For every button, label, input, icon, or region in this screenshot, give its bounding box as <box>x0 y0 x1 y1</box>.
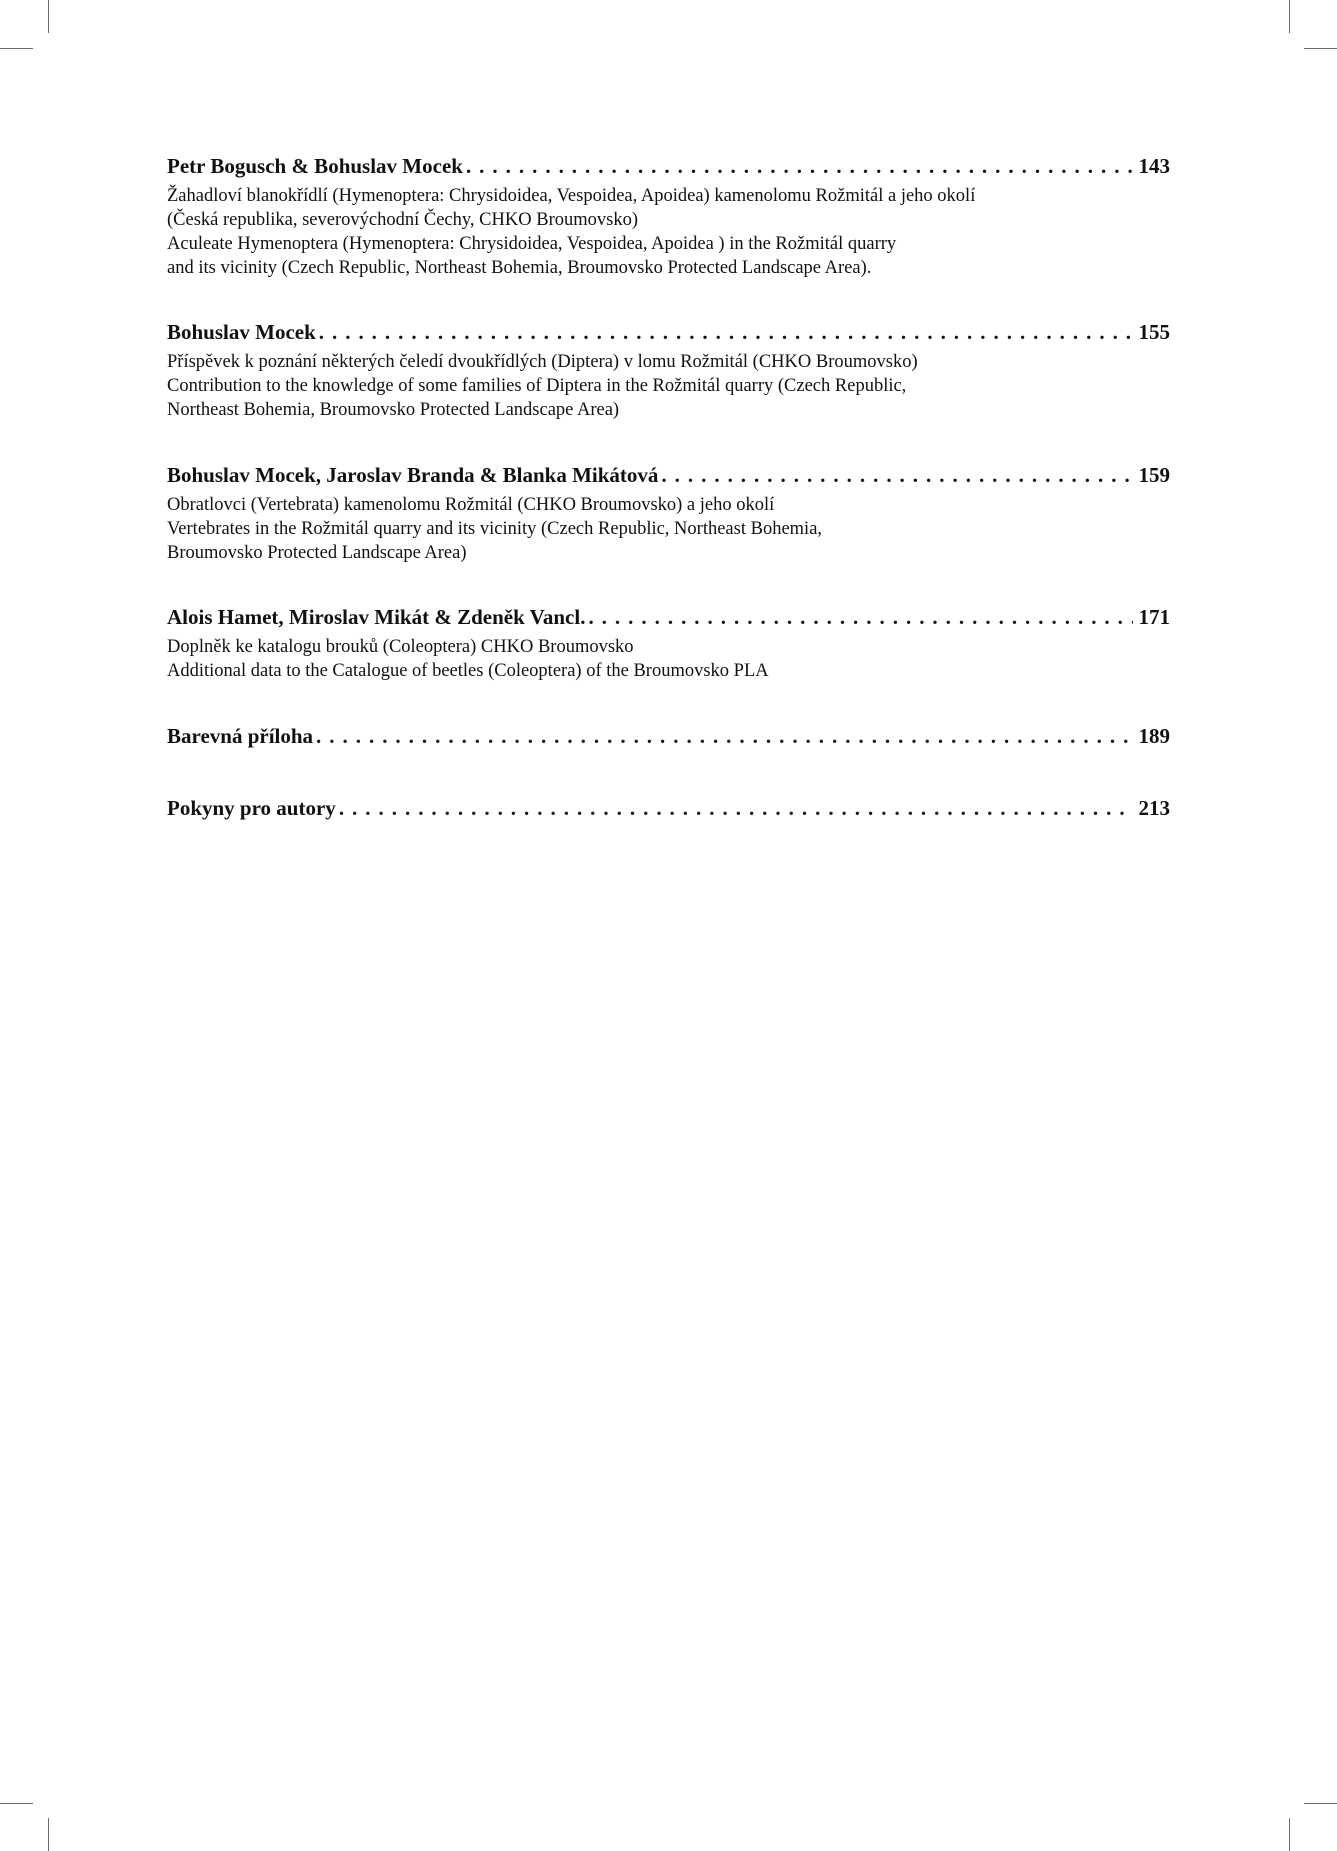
crop-mark-top-left-horizontal <box>0 48 33 49</box>
dot-leader <box>588 605 1132 629</box>
toc-entry-titles <box>167 184 1170 280</box>
toc-entry-authors: Alois Hamet, Miroslav Mikát & Zdeněk Vancl. <box>167 605 586 629</box>
toc-entry-page-number: 155 <box>1138 320 1170 344</box>
dot-leader <box>339 796 1133 820</box>
toc-entry-heading <box>167 154 1170 178</box>
toc-entry-page-number: 189 <box>1138 724 1170 748</box>
toc-entry <box>167 724 1170 748</box>
crop-mark-bottom-right-vertical <box>1289 1818 1290 1851</box>
toc-entry-authors: Bohuslav Mocek, Jaroslav Branda & Blanka Mikátová <box>167 463 659 487</box>
crop-mark-bottom-left-vertical <box>48 1818 49 1851</box>
toc-entry-authors: Pokyny pro autory <box>167 796 336 820</box>
toc-entry <box>167 320 1170 422</box>
toc-entry-titles <box>167 493 1170 565</box>
toc-entry-authors: Petr Bogusch & Bohuslav Mocek <box>167 154 463 178</box>
toc-entry-title-line: Broumovsko Protected Landscape Area) <box>167 543 467 563</box>
toc-entry-title-line: Doplněk ke katalogu brouků (Coleoptera) CHKO Broumovsko <box>167 637 634 657</box>
toc-entry-title-line: Žahadloví blanokřídlí (Hymenoptera: Chrysidoidea, Vespoidea, Apoidea) kamenolomu Rožmitál a jeho okolí <box>167 186 976 206</box>
dot-leader <box>319 320 1133 344</box>
toc-entry-title-line: Additional data to the Catalogue of beetles (Coleoptera) of the Broumovsko PLA <box>167 661 769 681</box>
toc-entry-page-number: 213 <box>1138 796 1170 820</box>
toc-entry-page-number: 159 <box>1138 463 1170 487</box>
crop-mark-top-left-vertical <box>48 0 49 33</box>
toc-entry-title-line: Příspěvek k poznání některých čeledí dvoukřídlých (Diptera) v lomu Rožmitál (CHKO Broumovsko) <box>167 352 918 372</box>
toc-entry-title-line: Vertebrates in the Rožmitál quarry and its vicinity (Czech Republic, Northeast Bohemia, <box>167 519 823 539</box>
toc-entry-titles <box>167 635 1170 683</box>
toc-entry <box>167 796 1170 820</box>
toc-entry-heading <box>167 320 1170 344</box>
toc-entry <box>167 463 1170 565</box>
toc-entry-title-line: Northeast Bohemia, Broumovsko Protected Landscape Area) <box>167 400 620 420</box>
crop-mark-bottom-left-horizontal <box>0 1803 33 1804</box>
toc-entry-heading <box>167 724 1170 748</box>
toc-entry-page-number: 171 <box>1138 605 1170 629</box>
toc-entry-title-line: Contribution to the knowledge of some families of Diptera in the Rožmitál quarry (Czech Republic, <box>167 376 907 396</box>
crop-mark-top-right-vertical <box>1289 0 1290 33</box>
toc-entry-title-line: Obratlovci (Vertebrata) kamenolomu Rožmitál (CHKO Broumovsko) a jeho okolí <box>167 495 775 515</box>
toc-entry <box>167 605 1170 683</box>
toc-entry-title-line: Aculeate Hymenoptera (Hymenoptera: Chrysidoidea, Vespoidea, Apoidea ) in the Rožmitál quarry <box>167 234 897 254</box>
toc-entry-heading <box>167 796 1170 820</box>
dot-leader <box>466 154 1133 178</box>
toc-entry-title-line: (Česká republika, severovýchodní Čechy, CHKO Broumovsko) <box>167 210 638 230</box>
dot-leader <box>661 463 1132 487</box>
toc-entry-titles <box>167 350 1170 422</box>
toc-entry <box>167 154 1170 280</box>
dot-leader <box>316 724 1132 748</box>
toc-entry-title-line: and its vicinity (Czech Republic, Northeast Bohemia, Broumovsko Protected Landscape Area). <box>167 258 872 278</box>
crop-mark-bottom-right-horizontal <box>1304 1803 1337 1804</box>
crop-mark-top-right-horizontal <box>1304 48 1337 49</box>
toc-entry-heading <box>167 605 1170 629</box>
toc-entry-heading <box>167 463 1170 487</box>
toc-entry-page-number: 143 <box>1138 154 1170 178</box>
toc-entry-authors: Barevná příloha <box>167 724 314 748</box>
toc-entry-authors: Bohuslav Mocek <box>167 320 316 344</box>
